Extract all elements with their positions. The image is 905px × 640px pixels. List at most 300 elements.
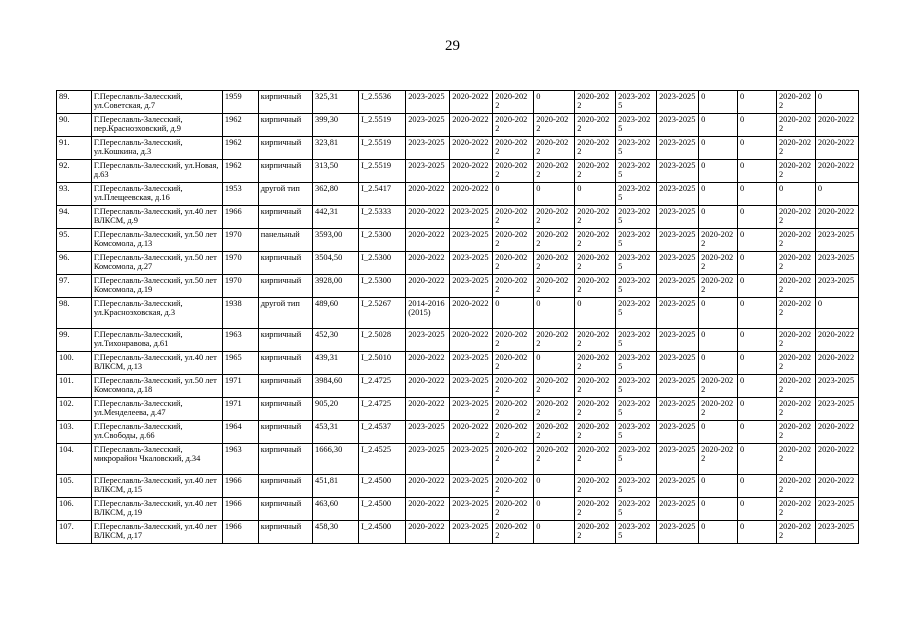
work-period-cell: 0 (776, 183, 815, 206)
work-period-cell: 2020-2022 (493, 521, 534, 544)
table-row (57, 229, 859, 252)
work-period-cell: 2020-2022 (534, 229, 575, 252)
work-period-cell: 2020-2022 (575, 444, 616, 475)
address-cell: Г.Переславль-Залесский, ул.Менделеева, д.47 (91, 398, 222, 421)
work-period-cell: 2020-2022 (776, 298, 815, 329)
work-period-cell: 2014-2016 (2015) (406, 298, 450, 329)
work-period-cell: 2023-2025 (815, 252, 858, 275)
work-period-cell: 2020-2022 (575, 421, 616, 444)
work-period-cell: 2020-2022 (406, 352, 450, 375)
priority-code-cell: I_2.4725 (359, 398, 406, 421)
work-period-cell: 0 (534, 91, 575, 114)
work-period-cell: 2020-2022 (776, 137, 815, 160)
priority-code-cell: I_2.5519 (359, 137, 406, 160)
area-cell: 1666,30 (313, 444, 359, 475)
row-number-cell: 92. (57, 160, 92, 183)
wall-material-cell: кирпичный (258, 252, 312, 275)
year-built-cell: 1970 (222, 252, 258, 275)
wall-material-cell: кирпичный (258, 444, 312, 475)
address-cell: Г.Переславль-Залесский, микрорайон Чкаловский, д.34 (91, 444, 222, 475)
table-row (57, 183, 859, 206)
priority-code-cell: I_2.4537 (359, 421, 406, 444)
priority-code-cell: I_2.5300 (359, 229, 406, 252)
work-period-cell: 2020-2022 (493, 444, 534, 475)
work-period-cell: 0 (699, 137, 738, 160)
year-built-cell: 1962 (222, 160, 258, 183)
work-period-cell: 2020-2022 (699, 398, 738, 421)
work-period-cell: 2023-2025 (616, 275, 657, 298)
work-period-cell: 2023-2025 (657, 521, 699, 544)
year-built-cell: 1965 (222, 352, 258, 375)
work-period-cell: 0 (534, 498, 575, 521)
work-period-cell: 2020-2022 (534, 137, 575, 160)
work-period-cell: 2020-2022 (534, 206, 575, 229)
work-period-cell: 0 (534, 521, 575, 544)
area-cell: 399,30 (313, 114, 359, 137)
priority-code-cell: I_2.4500 (359, 498, 406, 521)
work-period-cell: 2023-2025 (616, 252, 657, 275)
work-period-cell: 2020-2022 (699, 252, 738, 275)
work-period-cell: 2023-2025 (657, 298, 699, 329)
work-period-cell: 2020-2022 (493, 375, 534, 398)
priority-code-cell: I_2.5333 (359, 206, 406, 229)
wall-material-cell: кирпичный (258, 91, 312, 114)
work-period-cell: 2023-2025 (450, 229, 493, 252)
work-period-cell: 2020-2022 (575, 475, 616, 498)
work-period-cell: 2020-2022 (406, 521, 450, 544)
work-period-cell: 0 (699, 521, 738, 544)
wall-material-cell: кирпичный (258, 275, 312, 298)
work-period-cell: 2020-2022 (815, 206, 858, 229)
address-cell: Г.Переславль-Залесский, ул.Плещеевская, д.16 (91, 183, 222, 206)
address-cell: Г.Переславль-Залесский, ул.50 лет Комсомола, д.18 (91, 375, 222, 398)
work-period-cell: 2020-2022 (575, 398, 616, 421)
priority-code-cell: I_2.5519 (359, 160, 406, 183)
work-period-cell: 2023-2025 (616, 398, 657, 421)
work-period-cell: 2023-2025 (450, 375, 493, 398)
work-period-cell: 2020-2022 (699, 229, 738, 252)
work-period-cell: 2020-2022 (493, 398, 534, 421)
work-period-cell: 0 (699, 329, 738, 352)
work-period-cell: 2020-2022 (815, 160, 858, 183)
work-period-cell: 2020-2022 (534, 398, 575, 421)
work-period-cell: 0 (738, 398, 777, 421)
work-period-cell: 0 (738, 375, 777, 398)
work-period-cell: 2020-2022 (534, 252, 575, 275)
work-period-cell: 2023-2025 (815, 229, 858, 252)
priority-code-cell: I_2.5536 (359, 91, 406, 114)
work-period-cell: 2023-2025 (450, 206, 493, 229)
work-period-cell: 0 (699, 160, 738, 183)
work-period-cell: 0 (738, 521, 777, 544)
address-cell: Г.Переславль-Залесский, пер.Красноэховский, д.9 (91, 114, 222, 137)
work-period-cell: 2023-2025 (616, 183, 657, 206)
row-number-cell: 98. (57, 298, 92, 329)
work-period-cell: 2020-2022 (815, 329, 858, 352)
year-built-cell: 1966 (222, 521, 258, 544)
work-period-cell: 2023-2025 (815, 398, 858, 421)
work-period-cell: 2020-2022 (776, 91, 815, 114)
priority-code-cell: I_2.4500 (359, 475, 406, 498)
year-built-cell: 1971 (222, 398, 258, 421)
area-cell: 463,60 (313, 498, 359, 521)
work-period-cell: 2020-2022 (575, 252, 616, 275)
priority-code-cell: I_2.5010 (359, 352, 406, 375)
work-period-cell: 2023-2025 (657, 160, 699, 183)
work-period-cell: 2020-2022 (450, 114, 493, 137)
work-period-cell: 2023-2025 (657, 206, 699, 229)
work-period-cell: 2023-2025 (616, 444, 657, 475)
wall-material-cell: другой тип (258, 183, 312, 206)
row-number-cell: 97. (57, 275, 92, 298)
work-period-cell: 0 (738, 475, 777, 498)
work-period-cell: 2020-2022 (406, 498, 450, 521)
work-period-cell: 2020-2022 (575, 229, 616, 252)
work-period-cell: 0 (738, 183, 777, 206)
year-built-cell: 1953 (222, 183, 258, 206)
work-period-cell: 2020-2022 (406, 183, 450, 206)
work-period-cell: 2020-2022 (776, 229, 815, 252)
year-built-cell: 1938 (222, 298, 258, 329)
work-period-cell: 2020-2022 (406, 275, 450, 298)
work-period-cell: 2020-2022 (815, 444, 858, 475)
work-period-cell: 2020-2022 (450, 137, 493, 160)
wall-material-cell: кирпичный (258, 498, 312, 521)
address-cell: Г.Переславль-Залесский, ул.Советская, д.7 (91, 91, 222, 114)
year-built-cell: 1966 (222, 475, 258, 498)
work-period-cell: 2020-2022 (575, 521, 616, 544)
work-period-cell: 2023-2025 (450, 252, 493, 275)
table-row (57, 498, 859, 521)
work-period-cell: 2023-2025 (616, 421, 657, 444)
work-period-cell: 2020-2022 (575, 498, 616, 521)
work-period-cell: 2020-2022 (534, 421, 575, 444)
work-period-cell: 2020-2022 (493, 229, 534, 252)
address-cell: Г.Переславль-Залесский, ул.40 лет ВЛКСМ, д.15 (91, 475, 222, 498)
address-cell: Г.Переславль-Залесский, ул.Новая, д.63 (91, 160, 222, 183)
work-period-cell: 2020-2022 (815, 475, 858, 498)
work-period-cell: 2020-2022 (534, 329, 575, 352)
work-period-cell: 2020-2022 (493, 421, 534, 444)
area-cell: 3593,00 (313, 229, 359, 252)
row-number-cell: 100. (57, 352, 92, 375)
work-period-cell: 2023-2025 (616, 475, 657, 498)
work-period-cell: 2020-2022 (575, 137, 616, 160)
work-period-cell: 0 (699, 421, 738, 444)
address-cell: Г.Переславль-Залесский, ул.50 лет Комсомола, д.13 (91, 229, 222, 252)
table-row (57, 160, 859, 183)
work-period-cell: 0 (699, 91, 738, 114)
work-period-cell: 0 (699, 475, 738, 498)
year-built-cell: 1970 (222, 229, 258, 252)
work-period-cell: 2020-2022 (575, 329, 616, 352)
wall-material-cell: кирпичный (258, 475, 312, 498)
work-period-cell: 2020-2022 (493, 114, 534, 137)
work-period-cell: 2020-2022 (776, 375, 815, 398)
year-built-cell: 1964 (222, 421, 258, 444)
work-period-cell: 2020-2022 (575, 206, 616, 229)
wall-material-cell: другой тип (258, 298, 312, 329)
wall-material-cell: кирпичный (258, 521, 312, 544)
address-cell: Г.Переславль-Залесский, ул.40 лет ВЛКСМ, д.13 (91, 352, 222, 375)
work-period-cell: 2020-2022 (815, 137, 858, 160)
row-number-cell: 104. (57, 444, 92, 475)
work-period-cell: 2020-2022 (534, 160, 575, 183)
work-period-cell: 2023-2025 (657, 352, 699, 375)
work-period-cell: 0 (738, 229, 777, 252)
area-cell: 323,81 (313, 137, 359, 160)
table-row (57, 329, 859, 352)
work-period-cell: 2023-2025 (815, 521, 858, 544)
work-period-cell: 2023-2025 (657, 498, 699, 521)
work-period-cell: 0 (738, 444, 777, 475)
table-body (57, 91, 859, 544)
priority-code-cell: I_2.5028 (359, 329, 406, 352)
work-period-cell: 0 (575, 183, 616, 206)
table-row (57, 352, 859, 375)
work-period-cell: 2023-2025 (406, 114, 450, 137)
address-cell: Г.Переславль-Залесский, ул.40 лет ВЛКСМ, д.19 (91, 498, 222, 521)
page-number: 29 (445, 38, 460, 54)
priority-code-cell: I_2.4725 (359, 375, 406, 398)
wall-material-cell: кирпичный (258, 114, 312, 137)
area-cell: 442,31 (313, 206, 359, 229)
year-built-cell: 1963 (222, 329, 258, 352)
work-period-cell: 0 (738, 352, 777, 375)
work-period-cell: 2020-2022 (493, 160, 534, 183)
work-period-cell: 0 (493, 183, 534, 206)
work-period-cell: 2020-2022 (493, 475, 534, 498)
work-period-cell: 2023-2025 (406, 137, 450, 160)
work-period-cell: 2020-2022 (534, 375, 575, 398)
row-number-cell: 101. (57, 375, 92, 398)
wall-material-cell: кирпичный (258, 375, 312, 398)
row-number-cell: 99. (57, 329, 92, 352)
row-number-cell: 105. (57, 475, 92, 498)
wall-material-cell: кирпичный (258, 160, 312, 183)
address-cell: Г.Переславль-Залесский, ул.50 лет Комсомола, д.27 (91, 252, 222, 275)
work-period-cell: 2023-2025 (616, 114, 657, 137)
work-period-cell: 2023-2025 (616, 160, 657, 183)
work-period-cell: 2023-2025 (657, 183, 699, 206)
wall-material-cell: кирпичный (258, 421, 312, 444)
table-row (57, 206, 859, 229)
year-built-cell: 1959 (222, 91, 258, 114)
priority-code-cell: I_2.5417 (359, 183, 406, 206)
work-period-cell: 2023-2025 (657, 375, 699, 398)
table-row (57, 421, 859, 444)
work-period-cell: 0 (738, 421, 777, 444)
address-cell: Г.Переславль-Залесский, ул.50 лет Комсомола, д.19 (91, 275, 222, 298)
row-number-cell: 107. (57, 521, 92, 544)
row-number-cell: 90. (57, 114, 92, 137)
address-cell: Г.Переславль-Залесский, ул.Красноэховская, д.3 (91, 298, 222, 329)
work-period-cell: 0 (738, 498, 777, 521)
work-period-cell: 2020-2022 (493, 91, 534, 114)
year-built-cell: 1970 (222, 275, 258, 298)
area-cell: 3984,60 (313, 375, 359, 398)
work-period-cell: 2023-2025 (657, 137, 699, 160)
wall-material-cell: кирпичный (258, 137, 312, 160)
work-period-cell: 2023-2025 (450, 444, 493, 475)
work-period-cell: 2023-2025 (815, 498, 858, 521)
work-period-cell: 2020-2022 (493, 275, 534, 298)
work-period-cell: 0 (738, 206, 777, 229)
work-period-cell: 2020-2022 (699, 275, 738, 298)
work-period-cell: 0 (534, 475, 575, 498)
work-period-cell: 0 (815, 298, 858, 329)
work-period-cell: 2023-2025 (815, 275, 858, 298)
area-cell: 325,31 (313, 91, 359, 114)
housing-register-table (56, 90, 859, 544)
work-period-cell: 2023-2025 (450, 275, 493, 298)
work-period-cell: 2020-2022 (815, 114, 858, 137)
work-period-cell: 2020-2022 (406, 375, 450, 398)
work-period-cell: 0 (575, 298, 616, 329)
work-period-cell: 0 (738, 160, 777, 183)
work-period-cell: 2020-2022 (776, 329, 815, 352)
priority-code-cell: I_2.5300 (359, 275, 406, 298)
work-period-cell: 0 (738, 114, 777, 137)
work-period-cell: 2020-2022 (815, 421, 858, 444)
work-period-cell: 2023-2025 (657, 114, 699, 137)
work-period-cell: 2023-2025 (815, 375, 858, 398)
area-cell: 451,81 (313, 475, 359, 498)
work-period-cell: 2020-2022 (450, 298, 493, 329)
work-period-cell: 0 (493, 298, 534, 329)
work-period-cell: 2020-2022 (776, 475, 815, 498)
work-period-cell: 0 (534, 352, 575, 375)
work-period-cell: 0 (738, 298, 777, 329)
area-cell: 3928,00 (313, 275, 359, 298)
table-row (57, 114, 859, 137)
work-period-cell: 2020-2022 (575, 114, 616, 137)
work-period-cell: 0 (534, 183, 575, 206)
row-number-cell: 103. (57, 421, 92, 444)
year-built-cell: 1962 (222, 114, 258, 137)
work-period-cell: 2020-2022 (776, 421, 815, 444)
work-period-cell: 2023-2025 (406, 160, 450, 183)
work-period-cell: 2023-2025 (657, 91, 699, 114)
work-period-cell: 2020-2022 (450, 329, 493, 352)
work-period-cell: 2020-2022 (493, 498, 534, 521)
work-period-cell: 2023-2025 (406, 444, 450, 475)
work-period-cell: 2023-2025 (616, 91, 657, 114)
year-built-cell: 1966 (222, 498, 258, 521)
work-period-cell: 0 (534, 298, 575, 329)
wall-material-cell: кирпичный (258, 329, 312, 352)
address-cell: Г.Переславль-Залесский, ул.Тихонравова, д.61 (91, 329, 222, 352)
area-cell: 362,80 (313, 183, 359, 206)
work-period-cell: 0 (738, 137, 777, 160)
work-period-cell: 2023-2025 (657, 229, 699, 252)
work-period-cell: 2020-2022 (493, 352, 534, 375)
work-period-cell: 2020-2022 (776, 114, 815, 137)
work-period-cell: 2023-2025 (657, 475, 699, 498)
work-period-cell: 2020-2022 (406, 252, 450, 275)
area-cell: 3504,50 (313, 252, 359, 275)
work-period-cell: 2020-2022 (493, 137, 534, 160)
priority-code-cell: I_2.5267 (359, 298, 406, 329)
work-period-cell: 0 (815, 91, 858, 114)
work-period-cell: 2020-2022 (406, 398, 450, 421)
priority-code-cell: I_2.4525 (359, 444, 406, 475)
address-cell: Г.Переславль-Залесский, ул.Кошкина, д.3 (91, 137, 222, 160)
work-period-cell: 2023-2025 (657, 252, 699, 275)
work-period-cell: 2020-2022 (534, 114, 575, 137)
row-number-cell: 94. (57, 206, 92, 229)
work-period-cell: 2023-2025 (450, 352, 493, 375)
area-cell: 905,20 (313, 398, 359, 421)
row-number-cell: 95. (57, 229, 92, 252)
work-period-cell: 2020-2022 (575, 275, 616, 298)
work-period-cell: 2023-2025 (657, 329, 699, 352)
row-number-cell: 89. (57, 91, 92, 114)
work-period-cell: 2020-2022 (534, 444, 575, 475)
work-period-cell: 0 (699, 498, 738, 521)
work-period-cell: 2020-2022 (699, 444, 738, 475)
work-period-cell: 2020-2022 (450, 421, 493, 444)
work-period-cell: 2020-2022 (406, 229, 450, 252)
row-number-cell: 93. (57, 183, 92, 206)
priority-code-cell: I_2.5519 (359, 114, 406, 137)
area-cell: 452,30 (313, 329, 359, 352)
table-row (57, 91, 859, 114)
year-built-cell: 1963 (222, 444, 258, 475)
work-period-cell: 2023-2025 (616, 206, 657, 229)
work-period-cell: 2023-2025 (406, 421, 450, 444)
row-number-cell: 106. (57, 498, 92, 521)
work-period-cell: 2020-2022 (450, 183, 493, 206)
work-period-cell: 2020-2022 (776, 275, 815, 298)
work-period-cell: 2020-2022 (534, 275, 575, 298)
work-period-cell: 0 (699, 298, 738, 329)
work-period-cell: 2023-2025 (616, 352, 657, 375)
work-period-cell: 2023-2025 (450, 498, 493, 521)
work-period-cell: 2020-2022 (575, 160, 616, 183)
area-cell: 489,60 (313, 298, 359, 329)
area-cell: 313,50 (313, 160, 359, 183)
row-number-cell: 91. (57, 137, 92, 160)
address-cell: Г.Переславль-Залесский, ул.Свободы, д.66 (91, 421, 222, 444)
work-period-cell: 2020-2022 (575, 375, 616, 398)
table-row (57, 475, 859, 498)
priority-code-cell: I_2.4500 (359, 521, 406, 544)
work-period-cell: 2020-2022 (776, 398, 815, 421)
work-period-cell: 2023-2025 (616, 375, 657, 398)
area-cell: 453,31 (313, 421, 359, 444)
work-period-cell: 2020-2022 (575, 91, 616, 114)
work-period-cell: 0 (738, 91, 777, 114)
work-period-cell: 2020-2022 (776, 444, 815, 475)
work-period-cell: 2020-2022 (815, 352, 858, 375)
area-cell: 458,30 (313, 521, 359, 544)
work-period-cell: 2023-2025 (616, 229, 657, 252)
work-period-cell: 2020-2022 (450, 91, 493, 114)
work-period-cell: 2023-2025 (450, 475, 493, 498)
wall-material-cell: панельный (258, 229, 312, 252)
work-period-cell: 0 (699, 352, 738, 375)
row-number-cell: 102. (57, 398, 92, 421)
priority-code-cell: I_2.5300 (359, 252, 406, 275)
wall-material-cell: кирпичный (258, 206, 312, 229)
work-period-cell: 0 (699, 206, 738, 229)
wall-material-cell: кирпичный (258, 398, 312, 421)
work-period-cell: 2020-2022 (450, 160, 493, 183)
year-built-cell: 1971 (222, 375, 258, 398)
work-period-cell: 2023-2025 (657, 444, 699, 475)
work-period-cell: 2023-2025 (616, 521, 657, 544)
